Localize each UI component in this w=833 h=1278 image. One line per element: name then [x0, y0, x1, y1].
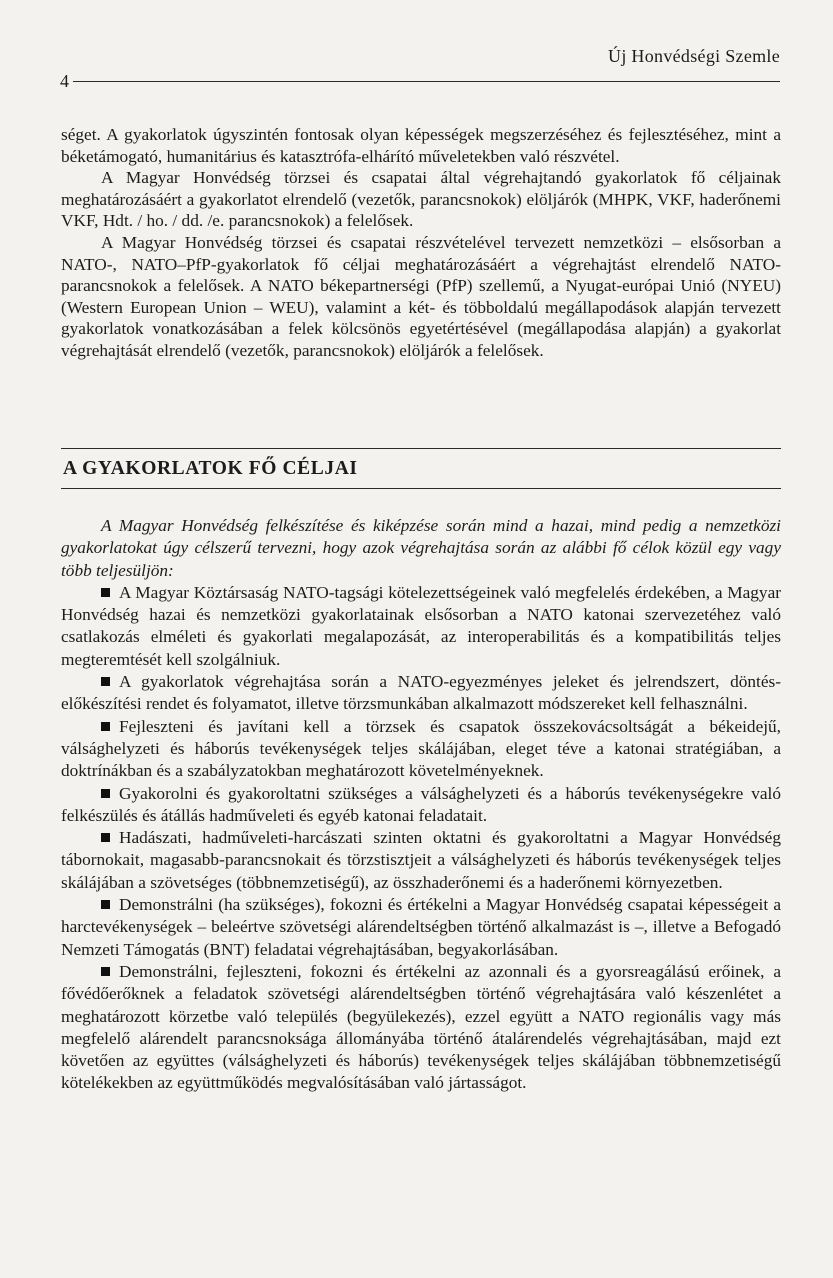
- section-rule-top: [61, 448, 781, 449]
- list-item-text: A Magyar Köztársaság NATO-tagsági kötelezettségeinek való megfelelés érdekében, a Magyar Honvédség hazai és nemzetközi gyakorlatainak elsősorban a NATO katonai szervezetéhez való csatlakozás elméleti és gyakorlati megalapozását, az interoperabilitás és a kompatibilitás teljes megteremtését kell szolgálniuk.: [61, 582, 781, 669]
- section-content: [61, 515, 781, 1095]
- paragraph-exercise-goals-international: A Magyar Honvédség törzsei és csapatai részvételével tervezett nemzetközi – elsősorban a NATO-, NATO–PfP-gyakorlatok fő céljai meghatározásáért a végrehajtást elrendelő NATO-parancsnokok a felelősek. A NATO békepartnerségi (PfP) szellemű, a Nyugat-európai Unió (NYEU) (Western European Union – WEU), valamint a két- és többoldalú megállapodások alapján tervezett gyakorlatok vonatkozásában a felek kölcsönös egyetértésével (megállapodása alapján) a gyakorlat végrehajtását elrendelő (vezetők, parancsnokok) elöljárók a felelősek.: [61, 232, 781, 360]
- list-item-text: Gyakorolni és gyakoroltatni szükséges a válsághelyzeti és a háborús tevékenységekre való felkészülés és átállás hadműveleti és egyéb katonai feladatait.: [61, 783, 781, 825]
- header-rule: [73, 81, 780, 82]
- square-bullet-icon: [101, 588, 110, 597]
- square-bullet-icon: [101, 677, 110, 686]
- square-bullet-icon: [101, 900, 110, 909]
- section-heading-block: [61, 448, 781, 489]
- square-bullet-icon: [101, 833, 110, 842]
- list-item: [61, 582, 781, 671]
- page-number: 4: [60, 71, 69, 91]
- list-item-text: Fejleszteni és javítani kell a törzsek és csapatok összekovácsoltságát a békeidejű, válsághelyzeti és háborús tevékenységek teljes skálájában, eleget téve a katonai stratégiában, a doktrínákban és a szabályzatokban meghatározott követelményeknek.: [61, 716, 781, 781]
- section-heading: A GYAKORLATOK FŐ CÉLJAI: [63, 458, 358, 479]
- paragraph-exercise-goals-hungarian: A Magyar Honvédség törzsei és csapatai által végrehajtandó gyakorlatok fő céljainak meghatározásáért a gyakorlatot elrendelő (vezetők, parancsnokok) elöljárók (MHPK, VKF, haderőnemi VKF, Hdt. / ho. / dd. /e. parancsnokok) a felelősek.: [61, 168, 781, 231]
- section-rule-bottom: [61, 488, 781, 489]
- list-item-text: Demonstrálni, fejleszteni, fokozni és értékelni az azonnali és a gyorsreagálású erőinek, a fővédőerőknek a feladatok szövetségi alárendeltségben történő végrehajtására való készenlétet a meghatározott körzetbe való település (begyülekezés), ezzel együtt a NATO regionális vagy más megfelelő alárendelt parancsnoksága állományába történő átalárendelés végrehajtásában, majd ezt követően az együttes (válsághelyzeti és háborús) tevékenységek teljes skálájában többnemzetiségű kötelékekben az együttműködés megvalósításában való jártasságot.: [61, 961, 781, 1093]
- square-bullet-icon: [101, 967, 110, 976]
- list-item: [61, 716, 781, 783]
- list-item-text: Hadászati, hadműveleti-harcászati szinten oktatni és gyakoroltatni a Magyar Honvédség tábornokait, magasabb-parancsnokait és törzstisztjeit a válsághelyzeti és háborús tevékenységek teljes skálájában a szövetséges (többnemzetiségű), az összhaderőnemi és a haderőnemi környezetben.: [61, 828, 781, 892]
- list-item: [61, 827, 781, 894]
- list-item: [61, 783, 781, 828]
- square-bullet-icon: [101, 722, 110, 731]
- journal-title: Új Honvédségi Szemle: [608, 46, 780, 66]
- square-bullet-icon: [101, 789, 110, 798]
- continuation-paragraph: séget. A gyakorlatok úgyszintén fontosak olyan képességek megszerzéséhez és fejlesztéséhez, mint a béketámogató, humanitárius és katasztrófa-elhárító műveletekben való részvétel.: [61, 125, 781, 166]
- list-item: [61, 961, 781, 1095]
- list-item: [61, 671, 781, 716]
- running-header: [60, 40, 780, 91]
- list-item: [61, 894, 781, 961]
- list-item-text: Demonstrálni (ha szükséges), fokozni és értékelni a Magyar Honvédség csapatai képességeit a harctevékenységek – beleértve szövetségi alárendeltségben történő alkalmazást is –, illetve a Befogadó Nemzeti Támogatás (BNT) feladatai végrehajtásában, begyakorlásában.: [61, 895, 781, 959]
- list-item-text: A gyakorlatok végrehajtása során a NATO-egyezményes jeleket és jelrendszert, döntés-előkészítési rendet és folyamatot, illetve törzsmunkában alkalmazott módszereket kell felhasználni.: [61, 672, 781, 714]
- section-intro-paragraph: A Magyar Honvédség felkészítése és kiképzése során mind a hazai, mind pedig a nemzetközi gyakorlatokat úgy célszerű tervezni, hogy azok végrehajtása során az alábbi fő célok közül egy vagy több teljesüljön:: [61, 516, 781, 580]
- intro-text-block: [61, 124, 781, 362]
